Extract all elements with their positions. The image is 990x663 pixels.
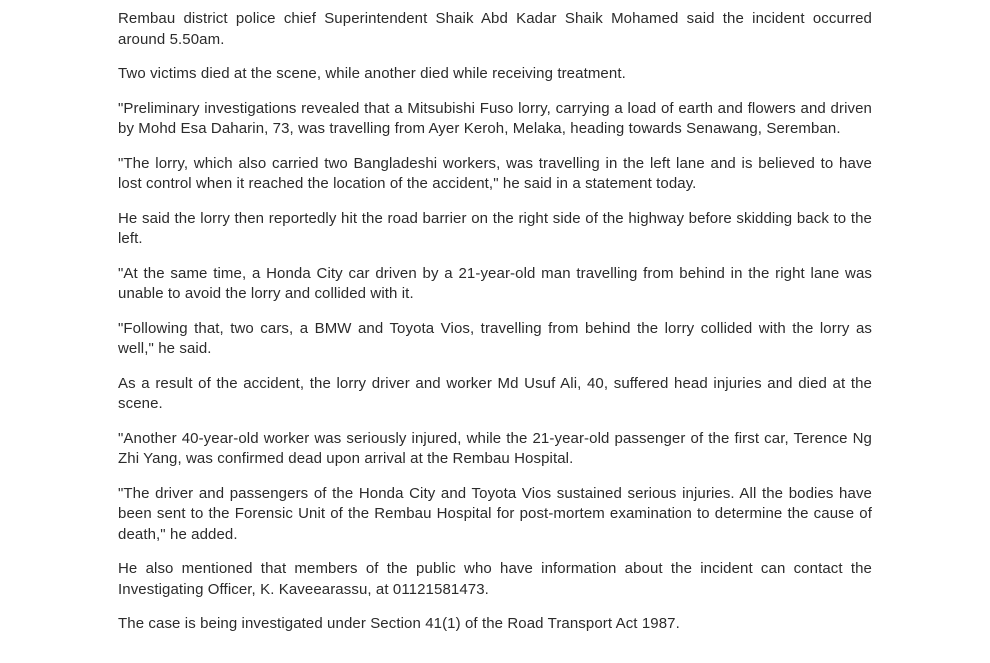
- article-paragraph: "The lorry, which also carried two Bangladeshi workers, was travelling in the left lane and is believed to have lost control when it reached the location of the accident," he said in a statement today.: [118, 154, 872, 192]
- article-paragraph: "Another 40-year-old worker was seriously injured, while the 21-year-old passenger of the first car, Terence Ng Zhi Yang, was confirmed dead upon arrival at the Rembau Hospital.: [118, 429, 872, 467]
- article-paragraph: He also mentioned that members of the public who have information about the incident can contact the Investigating Officer, K. Kaveearassu, at 01121581473.: [118, 560, 872, 598]
- article-paragraph: The case is being investigated under Section 41(1) of the Road Transport Act 1987.: [118, 615, 680, 632]
- article-paragraph: As a result of the accident, the lorry driver and worker Md Usuf Ali, 40, suffered head injuries and died at the scene.: [118, 374, 872, 412]
- article-paragraph: Two victims died at the scene, while another died while receiving treatment.: [118, 65, 626, 82]
- article-paragraph: "At the same time, a Honda City car driven by a 21-year-old man travelling from behind in the right lane was unable to avoid the lorry and collided with it.: [118, 264, 872, 302]
- article-paragraph: He said the lorry then reportedly hit the road barrier on the right side of the highway before skidding back to the left.: [118, 209, 872, 247]
- article-paragraph: "Preliminary investigations revealed that a Mitsubishi Fuso lorry, carrying a load of earth and flowers and driven by Mohd Esa Daharin, 73, was travelling from Ayer Keroh, Melaka, heading towards Senawang, Seremban.: [118, 99, 872, 137]
- article-paragraph: "The driver and passengers of the Honda City and Toyota Vios sustained serious injuries. All the bodies have been sent to the Forensic Unit of the Rembau Hospital for post-mortem examination to determine the cause of death," he added.: [118, 484, 872, 543]
- article-paragraph: "Following that, two cars, a BMW and Toyota Vios, travelling from behind the lorry collided with the lorry as well," he said.: [118, 319, 872, 357]
- article-paragraph: Rembau district police chief Superintendent Shaik Abd Kadar Shaik Mohamed said the incident occurred around 5.50am.: [118, 10, 872, 48]
